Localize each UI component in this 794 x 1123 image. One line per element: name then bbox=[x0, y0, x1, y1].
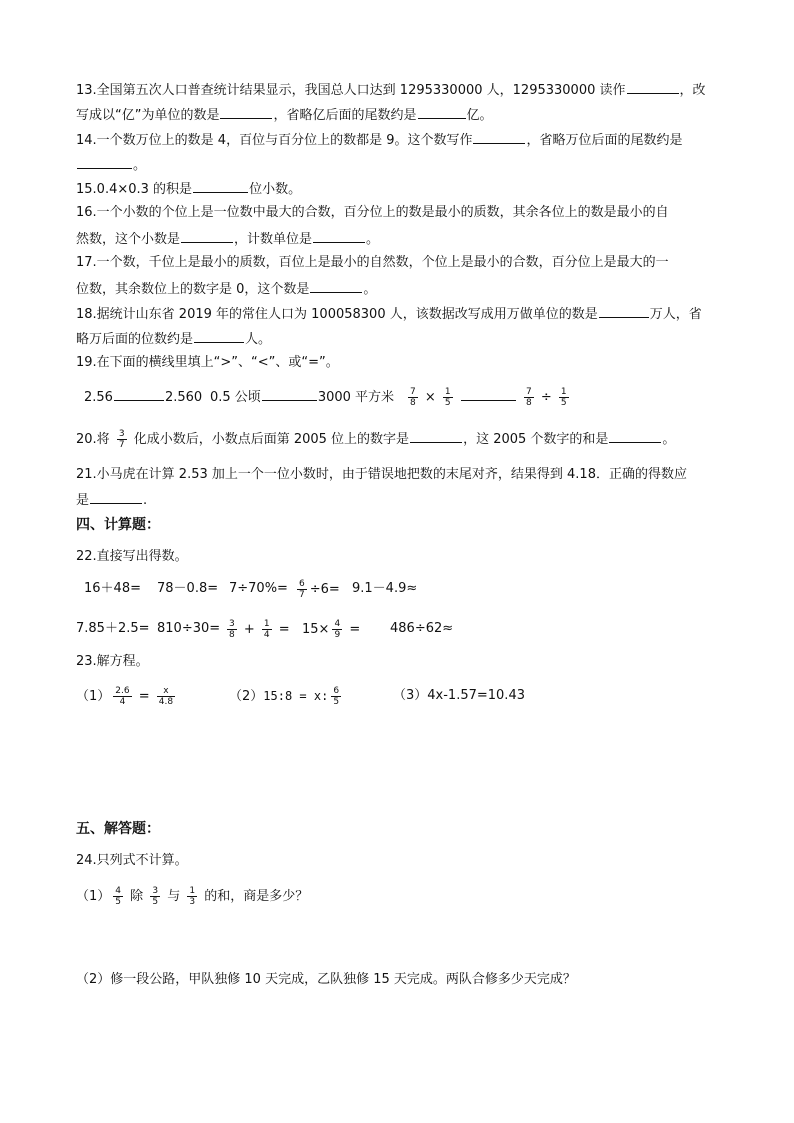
question-17-line-1: 17.一个数，千位上是最小的质数，百位上是最小的自然数，个位上是最小的合数，百分位上是最大的一 bbox=[76, 255, 669, 270]
calc-item: 7÷70%= bbox=[229, 581, 288, 596]
compare-blank[interactable] bbox=[262, 386, 317, 401]
calc-item: $\frac{3}{8}$ + $\frac{1}{4}$ = bbox=[229, 619, 290, 640]
equation-3: （3）4x-1.57=10.43 bbox=[393, 688, 525, 703]
question-22-title: 22.直接写出得数。 bbox=[76, 549, 188, 564]
fraction: $\frac{6}{5}$ bbox=[333, 686, 340, 707]
fraction: $\frac{2.6}{4}$ bbox=[115, 686, 130, 707]
compare-blank[interactable] bbox=[114, 386, 164, 401]
fraction: $\frac{3}{7}$ bbox=[118, 429, 125, 450]
question-14-line-1: 14.一个数万位上的数是 4，百位与百分位上的数都是 9。这个数写作 ，省略万位后面的尾数约是 bbox=[76, 129, 683, 151]
fraction: $\frac{3}{5}$ bbox=[152, 886, 159, 907]
answer-blank[interactable] bbox=[313, 228, 365, 243]
calc-item: 16＋48= bbox=[84, 581, 141, 596]
question-21-line-2: 是 . bbox=[76, 489, 147, 511]
question-21-line-1: 21.小马虎在计算 2.53 加上一个一位小数时，由于错误地把数的末尾对齐，结果得到 4.18．正确的得数应 bbox=[76, 467, 687, 482]
compare-a: 2.56 2.560 bbox=[84, 386, 202, 408]
fraction: $\frac{6}{7}$ bbox=[299, 579, 305, 600]
answer-blank[interactable] bbox=[410, 428, 462, 443]
question-18-line-2: 略万后面的位数约是 人。 bbox=[76, 328, 271, 350]
equation-1: （1） $\frac{2.6}{4}$ = $\frac{x}{4.8}$ bbox=[76, 686, 174, 707]
question-16-line-1: 16.一个小数的个位上是一位数中最大的合数，百分位上的数是最小的质数，其余各位上的数是最小的自 bbox=[76, 205, 669, 220]
calc-item: 15× $\frac{4}{9}$ = bbox=[302, 619, 361, 640]
compare-blank[interactable] bbox=[461, 386, 516, 401]
fraction: $\frac{7}{8}$ bbox=[525, 387, 532, 408]
fraction: $\frac{1}{3}$ bbox=[189, 886, 196, 907]
answer-blank[interactable] bbox=[310, 278, 362, 293]
calc-item: 7.85＋2.5= bbox=[76, 621, 150, 636]
answer-blank[interactable] bbox=[194, 328, 244, 343]
question-24-part-1: （1） $\frac{4}{5}$ 除 $\frac{3}{5}$ 与 $\frac{1}{3}$ 的和，商是多少？ bbox=[76, 886, 309, 907]
question-15: 15.0.4×0.3 的积是 位小数。 bbox=[76, 178, 301, 200]
question-16-line-2: 然数，这个小数是 ，计数单位是 。 bbox=[76, 228, 379, 250]
calc-item: 78－0.8= bbox=[157, 581, 219, 596]
answer-blank[interactable] bbox=[418, 104, 466, 119]
fraction: $\frac{4}{5}$ bbox=[115, 886, 122, 907]
calc-item: $\frac{6}{7}$ ÷6= bbox=[299, 579, 340, 600]
compare-b: 0.5 公顷 3000 平方米 bbox=[210, 386, 394, 408]
fraction: $\frac{3}{8}$ bbox=[229, 619, 235, 640]
question-18-line-1: 18.据统计山东省 2019 年的常住人口为 100058300 人，该数据改写成用万做单位的数是 万人，省 bbox=[76, 303, 702, 325]
answer-blank[interactable] bbox=[220, 104, 272, 119]
question-13-line-1: 13.全国第五次人口普查统计结果显示，我国总人口达到 1295330000 人，1295330000 读作 ，改 bbox=[76, 79, 706, 101]
fraction: $\frac{1}{4}$ bbox=[263, 619, 270, 640]
answer-blank[interactable] bbox=[193, 178, 248, 193]
question-14-line-2: 。 bbox=[76, 154, 146, 176]
fraction: $\frac{7}{8}$ bbox=[410, 387, 416, 408]
question-13-line-2: 写成以“亿”为单位的数是 ，省略亿后面的尾数约是 亿。 bbox=[76, 104, 493, 126]
answer-blank[interactable] bbox=[181, 228, 233, 243]
question-24-title: 24.只列式不计算。 bbox=[76, 853, 188, 868]
section-5-heading: 五、解答题： bbox=[76, 821, 160, 837]
answer-blank[interactable] bbox=[473, 129, 525, 144]
calc-item: 9.1－4.9≈ bbox=[352, 581, 418, 596]
question-17-line-2: 位数，其余数位上的数字是 0，这个数是 。 bbox=[76, 278, 376, 300]
answer-blank[interactable] bbox=[77, 154, 132, 169]
question-24-part-2: （2）修一段公路，甲队独修 10 天完成，乙队独修 15 天完成。两队合修多少天完成？ bbox=[76, 972, 576, 987]
answer-blank[interactable] bbox=[599, 303, 649, 318]
fraction: $\frac{1}{5}$ bbox=[444, 387, 451, 408]
question-23-title: 23.解方程。 bbox=[76, 654, 149, 669]
fraction: $\frac{4}{9}$ bbox=[334, 619, 341, 640]
compare-c: $\frac{7}{8}$ × $\frac{1}{5}$ $\frac{7}{8}$ ÷ $\frac{1}{5}$ bbox=[410, 387, 567, 408]
answer-blank[interactable] bbox=[90, 489, 142, 504]
section-4-heading: 四、计算题： bbox=[76, 517, 160, 533]
question-19-title: 19.在下面的横线里填上“>”、“<”、或“=”。 bbox=[76, 355, 339, 370]
answer-blank[interactable] bbox=[627, 79, 679, 94]
fraction: $\frac{x}{4.8}$ bbox=[158, 686, 174, 707]
calc-item: 486÷62≈ bbox=[390, 621, 454, 636]
fraction: $\frac{1}{5}$ bbox=[560, 387, 567, 408]
equation-2: （2）15:8 = x: $\frac{6}{5}$ bbox=[229, 686, 340, 707]
question-20: 20.将 $\frac{3}{7}$ 化成小数后，小数点后面第 2005 位上的数字是 ，这 2005 个数字的和是 。 bbox=[76, 429, 676, 450]
answer-blank[interactable] bbox=[609, 428, 661, 443]
calc-item: 810÷30= bbox=[157, 621, 221, 636]
